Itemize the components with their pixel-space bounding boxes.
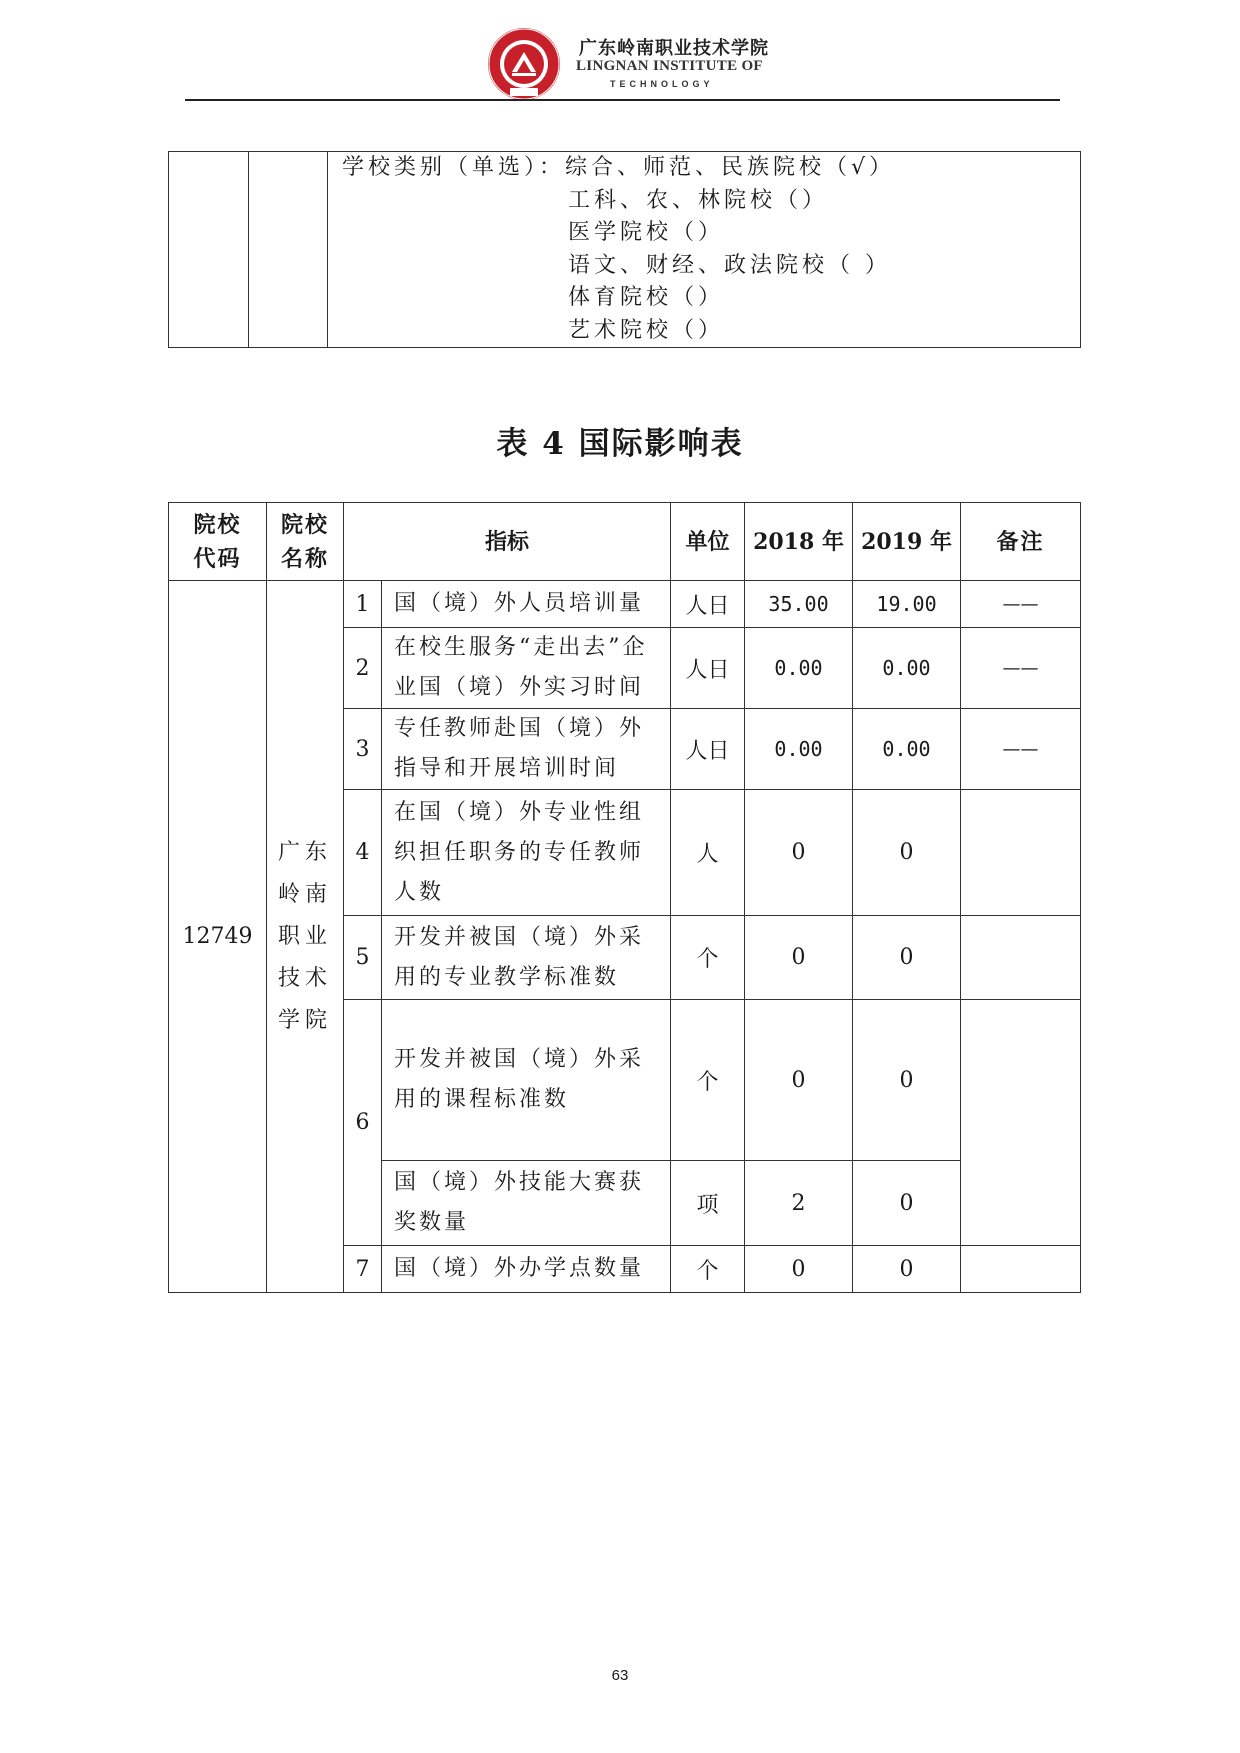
indicator-cell: 国（境）外人员培训量	[382, 581, 671, 628]
indicator-cell: 在国（境）外专业性组织担任职务的专任教师人数	[382, 790, 671, 916]
indicator-cell: 开发并被国（境）外采用的专业教学标准数	[382, 916, 671, 1000]
row-number: 6	[344, 1000, 382, 1246]
header-indicator: 指标	[344, 503, 671, 581]
value-2019-cell: 0.00	[853, 709, 961, 790]
unit-cell: 人日	[671, 709, 745, 790]
school-type-label: 学校类别（单选）：	[342, 155, 566, 180]
international-influence-table	[168, 502, 1081, 1293]
table-row	[169, 581, 1081, 628]
school-type-option: 语文、财经、政法院校（ ）	[568, 252, 891, 278]
school-logo	[486, 26, 562, 102]
value-2018-cell: 0	[745, 1246, 853, 1293]
value-2019-cell: 0	[853, 916, 961, 1000]
header-remark: 备注	[961, 503, 1081, 581]
header-school-name-cn: 广东岭南职业技术学院	[579, 38, 769, 59]
value-2019-cell: 19.00	[853, 581, 961, 628]
remark-cell	[961, 1000, 1081, 1246]
row-number: 1	[344, 581, 382, 628]
value-2019-cell: 0	[853, 1161, 961, 1246]
row-number: 4	[344, 790, 382, 916]
school-type-line	[342, 152, 1080, 185]
table-title: 表 4 国际影响表	[496, 426, 744, 462]
header-2018: 2018 年	[745, 503, 853, 581]
header-school-name: 院校名称	[267, 503, 344, 581]
indicator-cell: 国（境）外技能大赛获奖数量	[382, 1161, 671, 1246]
header-2019: 2019 年	[853, 503, 961, 581]
school-name-cell: 广东岭南职业技术学院	[267, 581, 344, 1293]
school-type-option: 体育院校（）	[568, 285, 725, 310]
school-type-option: 艺术院校（）	[568, 317, 725, 343]
table-header-row	[169, 503, 1081, 581]
remark-cell	[961, 790, 1081, 916]
remark-cell	[961, 916, 1081, 1000]
header-unit: 单位	[671, 503, 745, 581]
table-cell	[249, 152, 328, 348]
table-cell	[169, 152, 249, 348]
header-school-code: 院校代码	[169, 503, 267, 581]
school-type-option: 工科、农、林院校（）	[568, 187, 829, 213]
indicator-cell: 在校生服务“走出去”企业国（境）外实习时间	[382, 628, 671, 709]
unit-cell: 人	[671, 790, 745, 916]
value-2019-cell: 0	[853, 1000, 961, 1161]
school-type-cell	[328, 152, 1081, 348]
value-2018-cell: 35.00	[745, 581, 853, 628]
row-number: 2	[344, 628, 382, 709]
unit-cell: 个	[671, 1000, 745, 1161]
school-code-cell: 12749	[169, 581, 267, 1293]
unit-cell: 个	[671, 1246, 745, 1293]
row-number: 7	[344, 1246, 382, 1293]
unit-cell: 人日	[671, 628, 745, 709]
unit-cell: 个	[671, 916, 745, 1000]
header-divider	[185, 99, 1060, 101]
indicator-cell: 开发并被国（境）外采用的课程标准数	[382, 1000, 671, 1161]
remark-cell: ——	[961, 628, 1081, 709]
remark-cell: ——	[961, 581, 1081, 628]
value-2018-cell: 0.00	[745, 709, 853, 790]
school-type-option: 综合、师范、民族院校（√）	[565, 155, 896, 180]
value-2019-cell: 0.00	[853, 628, 961, 709]
indicator-cell: 专任教师赴国（境）外指导和开展培训时间	[382, 709, 671, 790]
row-number: 3	[344, 709, 382, 790]
header-school-name-en-line1: LINGNAN INSTITUTE OF	[576, 58, 763, 74]
value-2018-cell: 0	[745, 1000, 853, 1161]
unit-cell: 项	[671, 1161, 745, 1246]
page-number: 63	[611, 1667, 629, 1684]
school-type-table	[168, 151, 1081, 348]
remark-cell	[961, 1246, 1081, 1293]
row-number: 5	[344, 916, 382, 1000]
value-2019-cell: 0	[853, 790, 961, 916]
indicator-cell: 国（境）外办学点数量	[382, 1246, 671, 1293]
remark-cell: ——	[961, 709, 1081, 790]
value-2018-cell: 2	[745, 1161, 853, 1246]
value-2018-cell: 0.00	[745, 628, 853, 709]
value-2019-cell: 0	[853, 1246, 961, 1293]
header-school-name-en-line2: TECHNOLOGY	[610, 79, 714, 89]
table-row	[169, 152, 1081, 348]
value-2018-cell: 0	[745, 916, 853, 1000]
unit-cell: 人日	[671, 581, 745, 628]
school-type-option: 医学院校（）	[568, 220, 725, 245]
value-2018-cell: 0	[745, 790, 853, 916]
